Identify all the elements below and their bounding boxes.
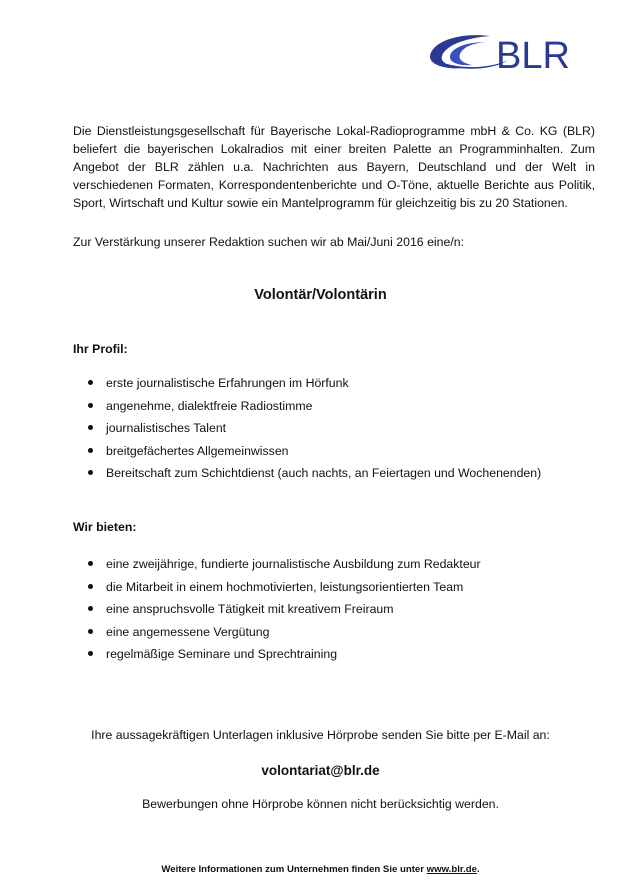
list-item: regelmäßige Seminare und Sprechtraining — [88, 645, 481, 668]
bullet-icon — [88, 606, 93, 611]
list-item: Bereitschaft zum Schichtdienst (auch nachts, an Feiertagen und Wochenenden) — [88, 464, 541, 487]
company-intro: Die Dienstleistungsgesellschaft für Bayerische Lokal-Radioprogramme mbH & Co. KG (BLR) beliefert die bayerischen Lokalradios mit einer breiten Palette an Programminhalten. Zum Angebot der BLR zählen u.a. Nachrichten aus Bayern, Deutschland und der Welt in verschiedenen Formaten, Korrespondentenberichte und O-Töne, aktuelle Berichte aus Politik, Sport, Wirtschaft und Kultur sowie ein Mantelprogramm für gleichzeitig bis zu 20 Stationen. — [73, 124, 595, 210]
audio-sample-note: Bewerbungen ohne Hörprobe können nicht berücksichtig werden. — [142, 797, 499, 811]
logo-text: BLR — [496, 35, 570, 77]
job-title: Volontär/Volontärin — [254, 287, 387, 303]
application-instructions: Ihre aussagekräftigen Unterlagen inklusive Hörprobe senden Sie bitte per E-Mail an: — [91, 728, 550, 742]
blr-logo-mark — [428, 30, 598, 78]
offer-list — [88, 555, 481, 668]
bullet-icon — [88, 425, 93, 430]
list-item: eine zweijährige, fundierte journalistische Ausbildung zum Redakteur — [88, 555, 481, 578]
bullet-icon — [88, 403, 93, 408]
bullet-icon — [88, 584, 93, 589]
footer-info — [0, 864, 641, 875]
profile-list — [88, 374, 541, 487]
list-item: angenehme, dialektfreie Radiostimme — [88, 397, 541, 420]
website-link[interactable]: www.blr.de — [426, 864, 477, 875]
bullet-icon — [88, 561, 93, 566]
offer-heading: Wir bieten: — [73, 520, 137, 534]
application-email[interactable]: volontariat@blr.de — [261, 763, 380, 778]
bullet-icon — [88, 448, 93, 453]
list-item: breitgefächertes Allgemeinwissen — [88, 442, 541, 465]
blr-logo — [428, 30, 598, 78]
lead-sentence: Zur Verstärkung unserer Redaktion suchen wir ab Mai/Juni 2016 eine/n: — [73, 235, 464, 249]
list-item: eine anspruchsvolle Tätigkeit mit kreativem Freiraum — [88, 600, 481, 623]
bullet-icon — [88, 470, 93, 475]
footer-text: Weitere Informationen zum Unternehmen finden Sie unter — [161, 864, 424, 875]
bullet-icon — [88, 629, 93, 634]
list-item: journalistisches Talent — [88, 419, 541, 442]
bullet-icon — [88, 651, 93, 656]
list-item: die Mitarbeit in einem hochmotivierten, leistungsorientierten Team — [88, 578, 481, 601]
bullet-icon — [88, 380, 93, 385]
footer-trailing: . — [476, 864, 480, 875]
list-item: erste journalistische Erfahrungen im Hörfunk — [88, 374, 541, 397]
list-item: eine angemessene Vergütung — [88, 623, 481, 646]
profile-heading: Ihr Profil: — [73, 342, 128, 356]
